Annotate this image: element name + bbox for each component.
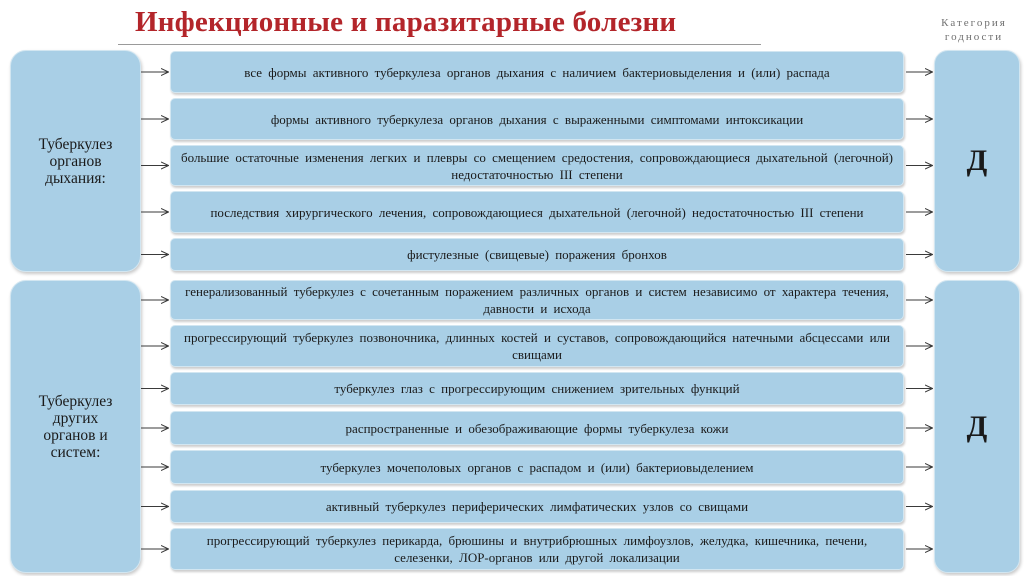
item-other-7: прогрессирующий туберкулез перикарда, брюшины и внутрибрюшных лимфоузлов, желудка, кишечника, печени, селезенки, ЛОР-органов или другой локализации [170,528,904,570]
item-respiratory-4: последствия хирургического лечения, сопровождающиеся дыхательной (легочной) недостаточностью III степени [170,191,904,233]
item-respiratory-2: формы активного туберкулеза органов дыхания с выраженными симптомами интоксикации [170,98,904,140]
item-other-5: туберкулез мочеполовых органов с распадом и (или) бактериовыделением [170,450,904,484]
item-respiratory-3: большие остаточные изменения легких и плевры со смещением средостения, сопровождающиеся дыхательной (легочной) недостаточностью III степени [170,145,904,186]
category-box-respiratory: Д [934,50,1020,272]
title-underline [118,44,761,45]
group-label-respiratory: Туберкулез органов дыхания: [10,50,141,272]
item-other-6: активный туберкулез периферических лимфатических узлов со свищами [170,490,904,523]
group-label-other-organs: Туберкулез других органов и систем: [10,280,141,573]
item-other-4: распространенные и обезображивающие формы туберкулеза кожи [170,411,904,445]
item-respiratory-5: фистулезные (свищевые) поражения бронхов [170,238,904,271]
slide-title: Инфекционные и паразитарные болезни [135,6,677,38]
item-other-3: туберкулез глаз с прогрессирующим снижением зрительных функций [170,372,904,405]
category-label: Категория годности [941,17,1007,43]
item-respiratory-1: все формы активного туберкулеза органов дыхания с наличием бактериовыделения и (или) распада [170,51,904,93]
item-other-1: генерализованный туберкулез с сочетанным поражением различных органов и систем независимо от характера течения, давности и исхода [170,280,904,320]
item-other-2: прогрессирующий туберкулез позвоночника, длинных костей и суставов, сопровождающийся натечными абсцессами или свищами [170,325,904,367]
category-box-other-organs: Д [934,280,1020,573]
